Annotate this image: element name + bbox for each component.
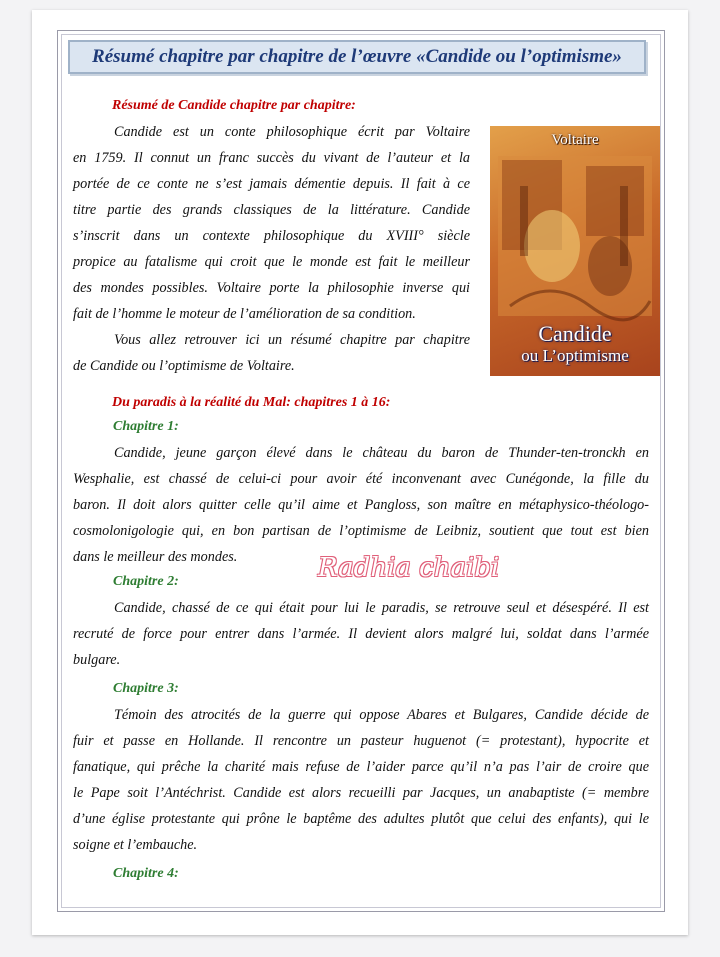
cover-subtitle: ou L’optimisme: [521, 346, 629, 365]
book-cover-image: [490, 126, 660, 376]
intro-line: des mondes possibles. Voltaire porte la philosophie inverse qui: [73, 280, 470, 296]
chapter-1-line: cosmolonigologie qui, en bon partisan de l’optimisme de Leibniz, soutient que tout est bien: [73, 523, 649, 539]
section-heading: Du paradis à la réalité du Mal: chapitres 1 à 16:: [112, 395, 391, 410]
chapter-3-label: Chapitre 3:: [113, 681, 179, 696]
page-title: Résumé chapitre par chapitre de l’œuvre «Candide ou l’optimisme»: [92, 46, 622, 67]
author-signature: Radhia chaibi: [318, 553, 500, 583]
chapter-4-label: Chapitre 4:: [113, 866, 179, 881]
intro-line: portée de ce conte ne s’est jamais démentie depuis. Il fait à ce: [73, 176, 470, 192]
cover-title: Candide: [538, 321, 612, 346]
chapter-2-label: Chapitre 2:: [113, 574, 179, 589]
intro-line: en 1759. Il connut un franc succès du vivant de l’auteur et la: [73, 150, 470, 166]
chapter-1-line: Candide, jeune garçon élevé dans le château du baron de Thunder-ten-tronckh en: [114, 445, 649, 461]
intro-line: Candide est un conte philosophique écrit par Voltaire: [114, 124, 470, 140]
intro-line: fait de l’homme le moteur de l’amélioration de sa condition.: [73, 306, 416, 322]
intro-line: s’inscrit dans un contexte philosophique du XVIII° siècle: [73, 228, 470, 244]
title-banner: [68, 40, 646, 74]
chapter-3-line: soigne et l’embauche.: [73, 837, 198, 853]
chapter-3-line: fuir et passe en Hollande. Il rencontre un pasteur huguenot (= protestant), hypocrite et: [73, 733, 649, 749]
chapter-3-line: fanatique, qui prêche la charité mais refuse de l’aider parce qu’il n’a pas l’air de croire que: [73, 759, 649, 775]
intro-line: propice au fatalisme qui croit que le monde est fait le meilleur: [73, 254, 470, 270]
chapter-2-line: bulgare.: [73, 652, 121, 668]
chapter-1-line: Wesphalie, est chassé de celui-ci pour avoir été inconvenant avec Cunégonde, la fille du: [73, 471, 649, 487]
chapter-1-line: dans le meilleur des mondes.: [73, 549, 238, 565]
chapter-1-line: baron. Il doit alors quitter celle qu’il aime et Pangloss, son maître en métaphysico-théologo-: [73, 497, 649, 513]
chapter-3-line: Témoin des atrocités de la guerre qui oppose Abares et Bulgares, Candide décide de: [114, 707, 649, 723]
chapter-2-line: Candide, chassé de ce qui était pour lui le paradis, se retrouve seul et désespéré. Il est: [114, 600, 649, 616]
chapter-3-line: d’une église protestante qui prône le baptême des adultes plutôt que celui des enfants), qui le: [73, 811, 649, 827]
intro-line: de Candide ou l’optimisme de Voltaire.: [73, 358, 295, 374]
chapter-1-label: Chapitre 1:: [113, 419, 179, 434]
intro-line: titre partie des grands classiques de la littérature. Candide: [73, 202, 470, 218]
intro-line: Vous allez retrouver ici un résumé chapitre par chapitre: [114, 332, 470, 348]
cover-author: Voltaire: [551, 132, 599, 148]
intro-heading: Résumé de Candide chapitre par chapitre:: [112, 98, 356, 113]
chapter-3-line: le Pape soit l’Antéchrist. Candide est alors recueilli par Jacques, un anabaptiste (= membre: [73, 785, 649, 801]
chapter-2-line: recruté de force pour entrer dans l’armée. Il devient alors malgré lui, soldat dans l’armée: [73, 626, 649, 642]
